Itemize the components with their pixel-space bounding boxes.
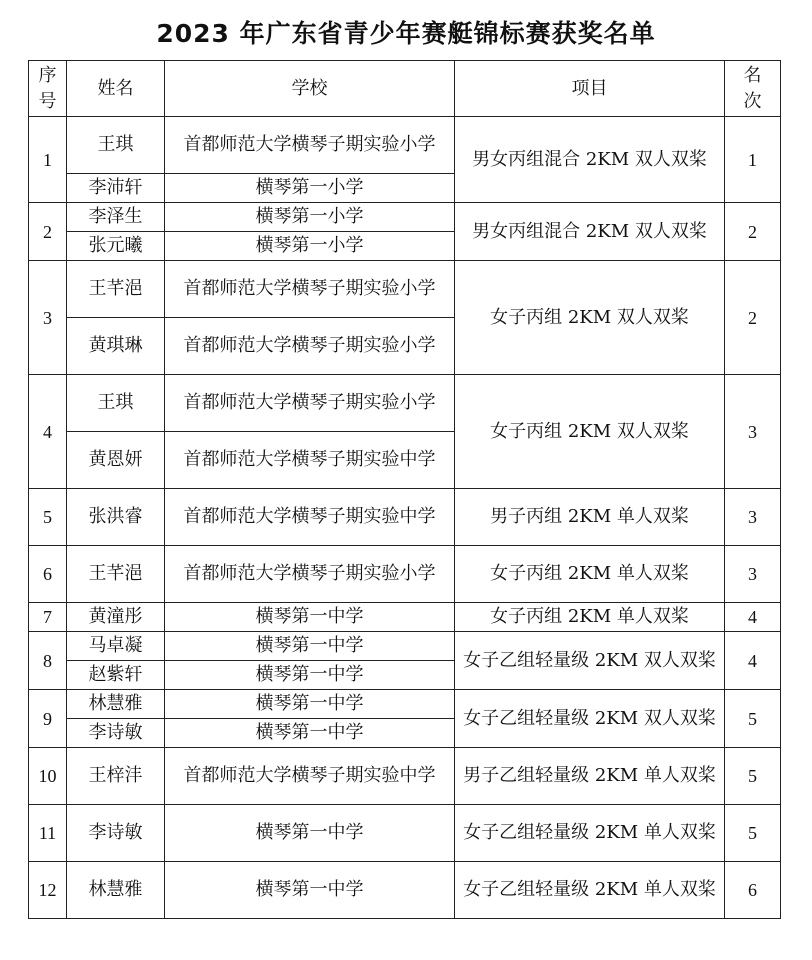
cell-no: 11 xyxy=(29,805,67,862)
table-row xyxy=(29,690,781,719)
cell-rank: 5 xyxy=(725,690,781,748)
cell-event: 女子乙组轻量级 2KM 单人双桨 xyxy=(455,805,725,862)
table-row xyxy=(29,203,781,232)
cell-name: 黄潼彤 xyxy=(67,603,165,632)
header-event: 项目 xyxy=(455,61,725,117)
cell-school: 首都师范大学横琴子期实验小学 xyxy=(165,261,455,318)
cell-school: 横琴第一中学 xyxy=(165,632,455,661)
table-row xyxy=(29,375,781,432)
header-no: 序号 xyxy=(29,61,67,117)
table-row xyxy=(29,805,781,862)
cell-school: 横琴第一小学 xyxy=(165,174,455,203)
cell-event: 女子丙组 2KM 双人双桨 xyxy=(455,261,725,375)
cell-event: 男女丙组混合 2KM 双人双桨 xyxy=(455,203,725,261)
cell-rank: 4 xyxy=(725,632,781,690)
cell-name: 李诗敏 xyxy=(67,805,165,862)
table-row xyxy=(29,603,781,632)
cell-event: 女子乙组轻量级 2KM 双人双桨 xyxy=(455,690,725,748)
table-row xyxy=(29,546,781,603)
cell-no: 1 xyxy=(29,117,67,203)
cell-name: 王梓沣 xyxy=(67,748,165,805)
cell-rank: 5 xyxy=(725,805,781,862)
cell-name: 黄琪琳 xyxy=(67,318,165,375)
cell-no: 2 xyxy=(29,203,67,261)
cell-school: 横琴第一小学 xyxy=(165,203,455,232)
cell-event: 男子丙组 2KM 单人双桨 xyxy=(455,489,725,546)
cell-no: 12 xyxy=(29,862,67,919)
cell-event: 女子丙组 2KM 双人双桨 xyxy=(455,375,725,489)
cell-name: 王琪 xyxy=(67,117,165,174)
cell-no: 7 xyxy=(29,603,67,632)
cell-rank: 3 xyxy=(725,546,781,603)
cell-no: 4 xyxy=(29,375,67,489)
cell-no: 9 xyxy=(29,690,67,748)
document-title: 2023 年广东省青少年赛艇锦标赛获奖名单 xyxy=(156,19,656,48)
cell-school: 横琴第一中学 xyxy=(165,862,455,919)
cell-rank: 6 xyxy=(725,862,781,919)
table-row xyxy=(29,748,781,805)
cell-name: 李诗敏 xyxy=(67,719,165,748)
cell-rank: 3 xyxy=(725,375,781,489)
cell-school: 横琴第一中学 xyxy=(165,805,455,862)
cell-school: 横琴第一中学 xyxy=(165,661,455,690)
award-table xyxy=(28,60,781,919)
cell-school: 首都师范大学横琴子期实验中学 xyxy=(165,748,455,805)
cell-school: 横琴第一小学 xyxy=(165,232,455,261)
table-header-row xyxy=(29,61,781,117)
cell-event: 女子丙组 2KM 单人双桨 xyxy=(455,546,725,603)
cell-name: 马卓凝 xyxy=(67,632,165,661)
cell-school: 首都师范大学横琴子期实验中学 xyxy=(165,432,455,489)
cell-name: 赵紫轩 xyxy=(67,661,165,690)
cell-no: 8 xyxy=(29,632,67,690)
table-row xyxy=(29,632,781,661)
cell-no: 5 xyxy=(29,489,67,546)
cell-name: 林慧雅 xyxy=(67,862,165,919)
cell-name: 王芊浥 xyxy=(67,546,165,603)
cell-name: 黄恩妍 xyxy=(67,432,165,489)
cell-name: 王芊浥 xyxy=(67,261,165,318)
cell-event: 女子乙组轻量级 2KM 双人双桨 xyxy=(455,632,725,690)
cell-no: 10 xyxy=(29,748,67,805)
cell-school: 首都师范大学横琴子期实验小学 xyxy=(165,375,455,432)
cell-name: 王琪 xyxy=(67,375,165,432)
cell-school: 首都师范大学横琴子期实验小学 xyxy=(165,318,455,375)
cell-school: 首都师范大学横琴子期实验中学 xyxy=(165,489,455,546)
cell-name: 李泽生 xyxy=(67,203,165,232)
cell-rank: 2 xyxy=(725,261,781,375)
table-row xyxy=(29,862,781,919)
cell-no: 3 xyxy=(29,261,67,375)
cell-rank: 5 xyxy=(725,748,781,805)
header-rank: 名次 xyxy=(725,61,781,117)
cell-school: 横琴第一中学 xyxy=(165,603,455,632)
table-row xyxy=(29,261,781,318)
cell-no: 6 xyxy=(29,546,67,603)
cell-event: 男女丙组混合 2KM 双人双桨 xyxy=(455,117,725,203)
cell-name: 李沛轩 xyxy=(67,174,165,203)
cell-event: 男子乙组轻量级 2KM 单人双桨 xyxy=(455,748,725,805)
table-row xyxy=(29,489,781,546)
cell-rank: 3 xyxy=(725,489,781,546)
cell-name: 张元曦 xyxy=(67,232,165,261)
cell-school: 首都师范大学横琴子期实验小学 xyxy=(165,117,455,174)
cell-school: 横琴第一中学 xyxy=(165,719,455,748)
cell-rank: 1 xyxy=(725,117,781,203)
cell-event: 女子乙组轻量级 2KM 单人双桨 xyxy=(455,862,725,919)
header-school: 学校 xyxy=(165,61,455,117)
cell-school: 首都师范大学横琴子期实验小学 xyxy=(165,546,455,603)
header-name: 姓名 xyxy=(67,61,165,117)
table-row xyxy=(29,117,781,174)
cell-name: 张洪睿 xyxy=(67,489,165,546)
cell-rank: 2 xyxy=(725,203,781,261)
cell-rank: 4 xyxy=(725,603,781,632)
cell-name: 林慧雅 xyxy=(67,690,165,719)
cell-event: 女子丙组 2KM 单人双桨 xyxy=(455,603,725,632)
cell-school: 横琴第一中学 xyxy=(165,690,455,719)
